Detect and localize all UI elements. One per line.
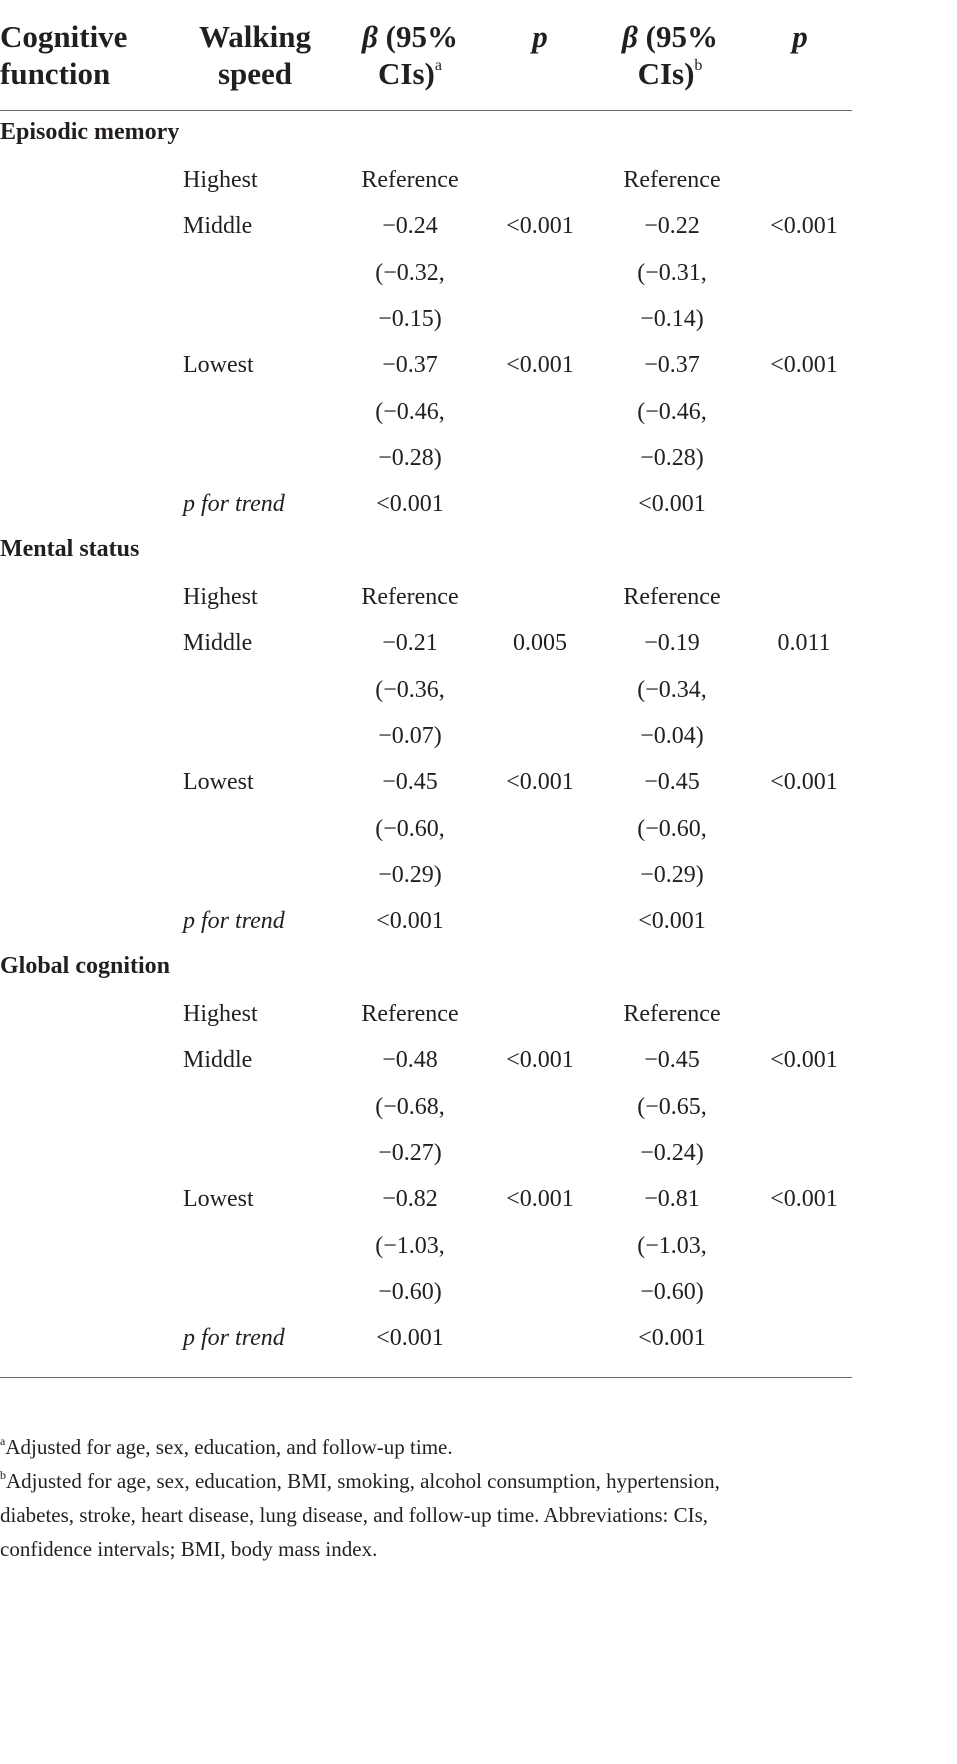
- walking-speed-cell: Highest: [183, 167, 258, 193]
- p-a-cell: <0.001: [506, 352, 574, 379]
- header-walking-speed-line2: speed: [217, 56, 293, 91]
- table-row: [0, 1092, 855, 1138]
- beta-ci-a-cell: (−1.03,: [375, 1232, 445, 1259]
- beta-ci-b-cell: −0.04): [640, 722, 704, 749]
- beta-ci-a-cell: −0.45: [382, 769, 438, 796]
- beta-ci-b-cell: (−0.60,: [637, 815, 707, 842]
- beta-ci-a-cell: Reference: [361, 167, 459, 193]
- p-b-cell: <0.001: [770, 1047, 838, 1074]
- walking-speed-cell: Lowest: [183, 769, 254, 796]
- beta-ci-b-cell: −0.28): [640, 444, 704, 471]
- beta-ci-a-cell: <0.001: [376, 908, 444, 935]
- header-beta-ci-a-line1: (95%: [377, 19, 458, 54]
- walking-speed-cell: p for trend: [183, 908, 285, 935]
- table-row: [0, 628, 855, 674]
- footnote-b-line2: diabetes, stroke, heart disease, lung disease, and follow-up time. Abbreviations: CIs,: [0, 1503, 709, 1527]
- beta-ci-a-cell: −0.37: [382, 352, 438, 379]
- beta-ci-b-cell: Reference: [623, 1001, 721, 1027]
- walking-speed-cell: p for trend: [183, 1325, 285, 1352]
- footnote-b-line3: confidence intervals; BMI, body mass index.: [0, 1537, 378, 1561]
- table-row: [0, 767, 855, 813]
- table-row: [0, 1231, 855, 1277]
- beta-ci-a-cell: Reference: [361, 1001, 459, 1027]
- table-row: [0, 860, 855, 906]
- p-b-cell: <0.001: [770, 352, 838, 379]
- walking-speed-cell: Middle: [183, 213, 253, 240]
- beta-symbol: β: [362, 19, 378, 54]
- table-row: [0, 721, 855, 767]
- p-b-cell: <0.001: [770, 1186, 838, 1213]
- table-header: [0, 18, 855, 108]
- beta-ci-b-cell: −0.81: [644, 1186, 700, 1213]
- beta-ci-a-cell: (−0.68,: [375, 1093, 445, 1120]
- beta-ci-a-cell: −0.15): [378, 305, 442, 332]
- section-title: Episodic memory: [0, 119, 180, 145]
- bottom-rule: [0, 1377, 852, 1378]
- beta-ci-b-cell: Reference: [623, 584, 721, 610]
- beta-ci-b-cell: −0.45: [644, 769, 700, 796]
- header-p-b: p: [792, 19, 808, 54]
- walking-speed-cell: Lowest: [183, 1186, 254, 1213]
- beta-ci-a-cell: −0.82: [382, 1186, 438, 1213]
- beta-ci-a-cell: <0.001: [376, 1325, 444, 1352]
- table-row: [0, 304, 855, 350]
- table-row: [0, 1045, 855, 1091]
- beta-ci-a-cell: (−0.32,: [375, 259, 445, 286]
- header-beta-ci-a: [340, 18, 480, 92]
- header-beta-ci-b: [600, 18, 740, 92]
- beta-ci-b-cell: <0.001: [638, 491, 706, 518]
- walking-speed-cell: Lowest: [183, 352, 254, 379]
- beta-ci-b-cell: <0.001: [638, 908, 706, 935]
- beta-ci-b-cell: −0.22: [644, 213, 700, 240]
- beta-ci-a-cell: −0.07): [378, 722, 442, 749]
- footnote-mark-b: b: [694, 57, 703, 74]
- walking-speed-cell: Highest: [183, 1001, 258, 1027]
- beta-ci-b-cell: −0.24): [640, 1139, 704, 1166]
- beta-ci-b-cell: −0.29): [640, 861, 704, 888]
- table-row: [0, 999, 855, 1045]
- beta-ci-a-cell: <0.001: [376, 491, 444, 518]
- beta-ci-b-cell: (−0.65,: [637, 1093, 707, 1120]
- beta-ci-a-cell: (−0.36,: [375, 676, 445, 703]
- footnote-mark-a: a: [434, 57, 442, 74]
- footnote-b-mark: b: [0, 1468, 6, 1482]
- footnote-b: [0, 1464, 860, 1566]
- p-a-cell: <0.001: [506, 769, 574, 796]
- header-p-a: p: [532, 19, 548, 54]
- beta-ci-b-cell: −0.37: [644, 352, 700, 379]
- section-title: Global cognition: [0, 953, 171, 979]
- table-row: [0, 350, 855, 396]
- beta-ci-b-cell: −0.45: [644, 1047, 700, 1074]
- table-row: [0, 397, 855, 443]
- beta-ci-b-cell: −0.60): [640, 1278, 704, 1305]
- header-cognitive-function-line1: Cognitive: [0, 19, 128, 54]
- table-row: [0, 443, 855, 489]
- beta-ci-b-cell: <0.001: [638, 1325, 706, 1352]
- footnote-a: [0, 1430, 860, 1464]
- header-cognitive-function: [0, 18, 190, 92]
- header-rule: [0, 110, 852, 111]
- header-walking-speed: [175, 18, 335, 92]
- section-title: Mental status: [0, 536, 140, 562]
- header-beta-ci-b-line1: (95%: [637, 19, 718, 54]
- beta-ci-b-cell: −0.14): [640, 305, 704, 332]
- beta-ci-b-cell: (−0.31,: [637, 259, 707, 286]
- p-a-cell: <0.001: [506, 1047, 574, 1074]
- footnote-a-text: Adjusted for age, sex, education, and follow-up time.: [5, 1435, 453, 1459]
- table-row: [0, 258, 855, 304]
- footnote-a-mark: a: [0, 1434, 6, 1448]
- p-b-cell: <0.001: [770, 769, 838, 796]
- walking-speed-cell: p for trend: [183, 491, 285, 518]
- beta-ci-a-cell: −0.21: [382, 630, 438, 657]
- walking-speed-cell: Middle: [183, 630, 253, 657]
- table-row: [0, 211, 855, 257]
- beta-ci-a-cell: −0.24: [382, 213, 438, 240]
- table-row: [0, 1323, 855, 1369]
- table-row: [0, 582, 855, 628]
- footnote-b-line1: Adjusted for age, sex, education, BMI, smoking, alcohol consumption, hypertension,: [6, 1469, 720, 1493]
- table-row: [0, 814, 855, 860]
- p-b-cell: <0.001: [770, 213, 838, 240]
- beta-ci-b-cell: Reference: [623, 167, 721, 193]
- beta-ci-b-cell: (−1.03,: [637, 1232, 707, 1259]
- table-row: [0, 1138, 855, 1184]
- beta-ci-a-cell: Reference: [361, 584, 459, 610]
- table-row: [0, 489, 855, 535]
- beta-ci-a-cell: (−0.60,: [375, 815, 445, 842]
- header-beta-ci-a-line2: CIs): [378, 56, 435, 91]
- beta-ci-a-cell: −0.48: [382, 1047, 438, 1074]
- beta-ci-b-cell: (−0.34,: [637, 676, 707, 703]
- table-row: [0, 1184, 855, 1230]
- p-b-cell: 0.011: [777, 630, 831, 657]
- header-cognitive-function-line2: function: [0, 56, 111, 91]
- beta-ci-a-cell: −0.60): [378, 1278, 442, 1305]
- table-row: [0, 675, 855, 721]
- table-row: [0, 165, 855, 211]
- header-beta-ci-b-line2: CIs): [637, 56, 695, 91]
- walking-speed-cell: Highest: [183, 584, 258, 610]
- walking-speed-cell: Middle: [183, 1047, 253, 1074]
- beta-ci-a-cell: −0.27): [378, 1139, 442, 1166]
- table-row: [0, 1277, 855, 1323]
- p-a-cell: 0.005: [513, 630, 567, 657]
- beta-ci-b-cell: −0.19: [644, 630, 700, 657]
- beta-ci-a-cell: −0.28): [378, 444, 442, 471]
- beta-ci-a-cell: (−0.46,: [375, 398, 445, 425]
- beta-symbol: β: [622, 19, 638, 54]
- header-walking-speed-line1: Walking: [199, 19, 311, 54]
- p-a-cell: <0.001: [506, 1186, 574, 1213]
- beta-ci-a-cell: −0.29): [378, 861, 442, 888]
- table-row: [0, 906, 855, 952]
- p-a-cell: <0.001: [506, 213, 574, 240]
- beta-ci-b-cell: (−0.46,: [637, 398, 707, 425]
